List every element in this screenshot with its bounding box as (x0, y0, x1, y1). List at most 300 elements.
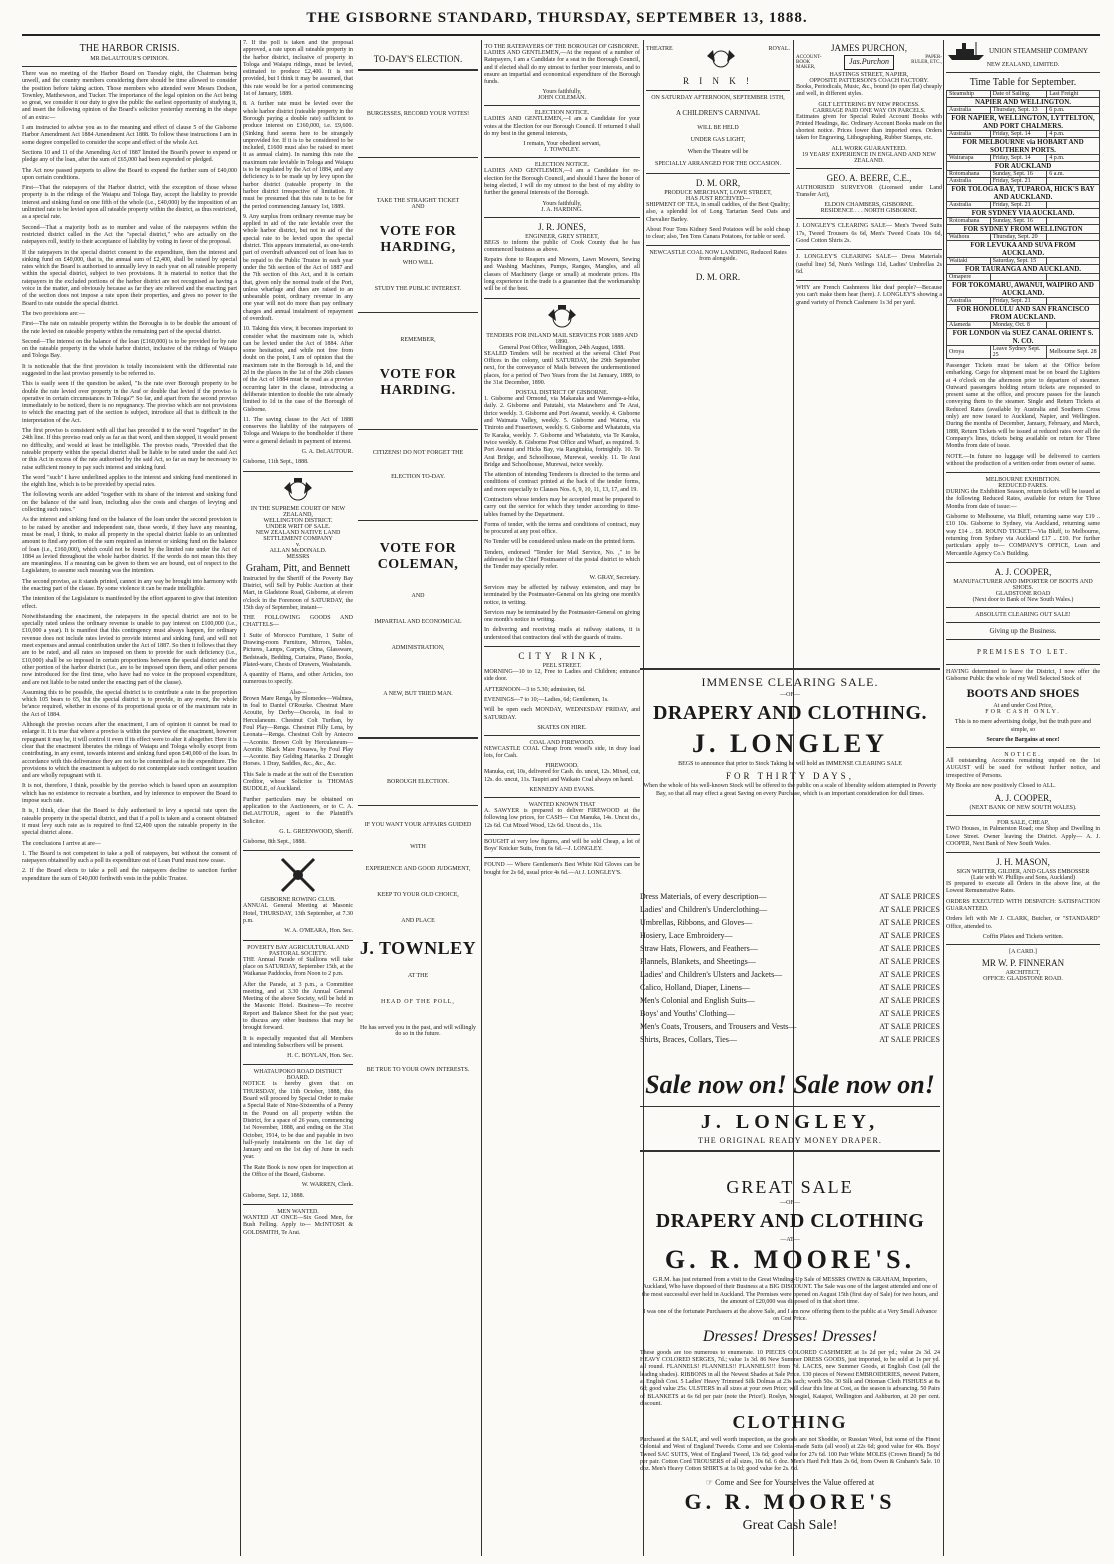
paragraph: Passenger Tickets must be taken at the Office before embarking. Cargo for shipment must be on board the Lighters at 4 o'clock on the afternoon prior to departure of steamer. Outward passengers holding return tickets are requested to present same at the office, and procure passes for the launch conveying them to the steamer. Single and Return Tickets at Reduced Rates (available by Australia and Southern Cross only) are now issued to Auckland, Napier, and Wellington. During the months of December, January, February, and March, 1888, Return Tickets will be issued at reduced rates over all the Company's lines, tickets being available on return for Three Months from date of issue. (946, 363, 1100, 450)
paragraph: IS prepared to execute all Orders in the above line, at the Lowest Remunerative Rates. (946, 881, 1100, 895)
moore-name: G. R. MOORE'S (684, 1488, 896, 1514)
court-district: WELLINGTON DISTRICT. (263, 517, 333, 524)
dresses-heading: Dresses! Dresses! Dresses! (702, 1327, 878, 1345)
signature: G. L. GREENWOOD, Sheriff. (279, 828, 353, 835)
sale-item: Hosiery, Lace Embroidery— (640, 931, 733, 940)
table-cell: Alameda (947, 322, 991, 329)
timetable-section-heading: FOR LEVUKA AND SUVA FROM AUCKLAND. (947, 241, 1100, 258)
giving-up: Giving up the Business. (989, 626, 1057, 635)
sale-price: AT SALE PRICES (879, 970, 940, 979)
finneran-name: MR W. P. FINNERAN (981, 957, 1065, 968)
signature: G. A. DeLAUTOUR. (301, 449, 353, 456)
article-title: THE HARBOR CRISIS. (79, 43, 180, 54)
timetable-section-heading: FOR TOLOGA BAY, TUPAROA, HICK'S BAY AND AUCKLAND. (947, 185, 1100, 202)
table-row (947, 218, 1100, 225)
paragraph: This is no mere advertising dodge, but the truth pure and simple, so (954, 719, 1092, 733)
notice-title: ELECTION NOTICE. (534, 110, 590, 117)
paragraph: NOTE.—In future no luggage will be delivered to carriers without the production of a written order from owner of same. (946, 453, 1100, 467)
purchon-experience: 19 YEARS' EXPERIENCE IN ENGLAND AND NEW ZEALAND. (802, 151, 936, 164)
cooper-name: A. J. COOPER, (994, 566, 1052, 577)
finneran-office: OFFICE: GLADSTONE ROAD. (983, 975, 1063, 982)
paragraph: THE FOLLOWING GOODS AND CHATTELS— (243, 615, 353, 629)
paragraph: BEGS to announce that prior to Stock Taking he will hold an IMMENSE CLEARING SALE (678, 761, 902, 767)
rink-title: CITY RINK, (518, 651, 606, 662)
paragraph: It is, I think, clear that the Board is duly authorised to levy a special rate upon the rateable property in the special district, and that if a poll is taken and a consent obtained it must levy such rate as is required to find £2,400 upon the rateable property in the special district alone. (22, 808, 237, 837)
of-separator: —OF— (780, 1200, 800, 1206)
masthead: THE GISBORNE STANDARD, THURSDAY, SEPTEMBER 13, 1888. (306, 10, 808, 26)
paragraph: LADIES AND GENTLEMEN,—At the request of a number of Ratepayers, I am a Candidate for a seat in the Borough Council, and if elected shall do my utmost to further your interests, and to ensure an impartial and economical expenditure of the Borough funds. (484, 50, 640, 86)
sale-item: Ladies' and Children's Ulsters and Jackets— (640, 970, 783, 979)
for-sale: FOR SALE, CHEAP, (997, 820, 1049, 827)
column-divider (481, 40, 482, 1556)
theatre-line: WILL BE HELD (697, 125, 739, 131)
table-cell: Rotomahana (947, 218, 991, 225)
finneran-sub: ARCHITECT, (1005, 969, 1041, 976)
sale-price: AT SALE PRICES (879, 983, 940, 992)
cooper-cash: FOR CASH ONLY. (985, 709, 1061, 716)
paragraph: When the whole of his well-known Stock will be offered to the public on a scale of liberality seldom attempted in Poverty Bay, so that all may effect a great Saving on every Purchase, which is an important consideration for dull times. (643, 783, 937, 797)
table-header: Last Freight (1047, 91, 1100, 98)
purchon-name: JAMES PURCHON, (830, 43, 908, 53)
table-cell: Thursday, Sept. 20 (990, 234, 1047, 241)
thirty-days: FOR THIRTY DAYS, (726, 771, 854, 782)
signature: KENNEDY AND EVANS. (529, 787, 595, 793)
closing: Yours faithfully, (542, 200, 582, 207)
paragraph: Assuming this to be possible, the special district is to contribute a rate in the proportion which 105 bears to 65, but the special district is to provide, in any event, the whole be'ance required, whether in excess of its proportional quota or of the maximum rate in the Act of 1884. (22, 689, 237, 718)
steamship-subtitle: NEW ZEALAND, LIMITED. (986, 62, 1060, 68)
royal-crest-icon (542, 303, 582, 331)
table-cell: Oroya (947, 346, 991, 359)
paragraph: Further particulars may be obtained on application to the Auctioneers, or to C. A. DeLAUTOUR, agent to the Plaintiff's Solicitor. (243, 796, 353, 825)
moore-sale-ad (640, 1174, 940, 1556)
cooper-next: (Next door to Bank of New South Wales.) (972, 596, 1074, 603)
table-cell: Saturday, Sept. 15 (990, 258, 1047, 265)
paragraph: HAVING determined to leave the District, I now offer the Gisborne Public the whole of my Well Selected Stock of (946, 668, 1100, 683)
crossed-oars-icon (276, 855, 320, 895)
election-line: AND (411, 204, 425, 210)
table-cell: Friday, Sept. 21 (990, 202, 1047, 209)
purchon-right: PAPER-RULER, ETC., (911, 55, 942, 65)
signature: W. A. O'MEARA, Hon. Sec. (284, 928, 353, 935)
firewood-label: FIREWOOD. (545, 763, 579, 770)
table-cell: 4 p.m. (1047, 131, 1100, 138)
mail-office: General Post Office, Wellington, 24th August, 1888. (499, 344, 625, 351)
purchon-logo: Jas.Purchon (844, 55, 894, 70)
column-purchon (796, 40, 942, 665)
paragraph: 8. A further rate must be levied over the whole harbor district (rateable property in the Borough paying a double rate) sufficient to produce interest on £160,000, i.e. £9,600. (Sinking fund seems here to be strangely unprovided for. If it is to be considered to be included, £1600 must also be raised to meet it as annual claim). In naming this rate the maximum rate leviable in Tologa and Waiapu is to be regulated by the Act of 1884, and any deficiency is to be made up by levy upon the harbor district (rateable property in the harbor district irrespective of limitation. It must be presumed that this rate is to be for the period commencing January 1st, 1889. (243, 101, 353, 210)
paragraph: Purchased at the SALE, and well worth inspection, as the goods are not Shoddie, or Russian Wool, but some of the Finest Colonial and West of England Tweeds. Come and see Colonial-made Suits (all wool) at 22s 6d; good value for 40s. Boys' Tweed SAC SUITS, West of England Tweed, 13s 6d; good value for 27s 6d. 100 Pair White MOLES (Crown Brand) 5s 8d per pair. Cotton Cord TROUSERS of all sizes, 10s 6d. 6 doz. Men's Hard Felt Hats 2s 6d, from Owen & Graham's Sale. 10 doz. Men's Heavy Cotton SHIRTS at 1s 0d; good value for 2s. 6d. (640, 1437, 940, 1473)
purchon-opp: OPPOSITE PATTERSON'S COACH FACTORY. (809, 78, 929, 84)
vote-coleman: VOTE FOR COLEMAN, (377, 541, 459, 572)
table-cell (1047, 274, 1100, 281)
table-header: Date of Sailing. (990, 91, 1047, 98)
purchon-carriage: CARRIAGE PAID ONE WAY ON PARCELS. (812, 107, 926, 114)
sale-item: Calico, Holland, Diaper, Linens— (640, 983, 750, 992)
paragraph: FOUND — Where Gentlemen's Best White Kid Gloves can be bought for 2s 6d, usual price 4s 6d.—At J. LONGLEY'S. (484, 862, 640, 876)
table-cell: Sunday, Sept. 16 (990, 218, 1047, 225)
pointing-hand-icon: ☞ (705, 1477, 714, 1487)
election-line: A NEW, BUT TRIED MAN. (383, 691, 453, 697)
election-column (358, 40, 478, 1556)
table-row (947, 202, 1100, 209)
paragraph: LADIES AND GENTLEMEN,—I am a Candidate for your votes at the Election for our Borough Council. If returned I shall do my best in the general interests, (484, 116, 640, 138)
paragraph: Contractors whose tenders may be accepted must be prepared to carry out the service for which they tender according to time-tables framed by the Department. (484, 496, 640, 518)
election-line: EXPERIENCE AND GOOD JUDGMENT, (365, 866, 471, 872)
paragraph: The Act now passed purports to allow the Board to expend the further sum of £40,000 upon certain conditions. (22, 167, 237, 181)
theatre-line: UNDER GAS LIGHT, (690, 137, 746, 143)
table-cell: Australia (947, 202, 991, 209)
paragraph: I am instructed to advise you as to the meaning and effect of clause 5 of the Gisborne Harbor Amendment Act 1884 Amendment Act 1888. To follow these instructions I am in some degree compelled to consider the scope and effect of the whole Act. (22, 125, 237, 146)
card-label: [A CARD.] (1009, 948, 1037, 955)
paragraph: It is not, therefore, I think, possible by the proviso which is based upon an assumption which has no existence to recreate a burthen, and by inference to empower the Board to impose such rate. (22, 783, 237, 805)
table-cell (1047, 298, 1100, 305)
longley-name: J. LONGLEY (691, 729, 889, 758)
sale-item: Men's Colonial and English Suits— (640, 996, 755, 1005)
table-row (947, 107, 1100, 114)
table-cell: Friday, Sept. 21 (990, 178, 1047, 185)
election-line: IMPARTIAL AND ECONOMICAL (374, 619, 462, 625)
paragraph: This is easily seen if the question be asked, "Is the rate over Borough property to be double the rate levied over property in the Araf or double that levied if the proviso is operative in certain circumstances in Tologa?" So far, and apart from the second proviso immediately to be noticed, there is no repugnancy. The proviso which are not provisions to which the enacting part of the section is subject, introduce all that is difficult in the interpretation of the Act. (22, 381, 237, 424)
sale-price: AT SALE PRICES (879, 957, 940, 966)
paragraph: Services may be terminated by the Postmaster-General on giving one month's notice in writing. (484, 609, 640, 624)
column-divider (240, 40, 241, 1556)
closing: I remain, Your obedient servant, (523, 141, 601, 148)
notice-heading: NOTICE. (1004, 752, 1042, 759)
longley-sale-ad (640, 668, 940, 888)
sale-item: Flannels, Blankets, and Sheetings— (640, 957, 756, 966)
timetable-section-heading: FOR TAURANGA AND AUCKLAND. (947, 265, 1100, 274)
table-cell (1047, 322, 1100, 329)
election-line: BE TRUE TO YOUR OWN INTERESTS. (366, 1067, 470, 1073)
election-line: IF YOU WANT YOUR AFFAIRS GUIDED (364, 822, 472, 828)
at-separator: —AT— (780, 1237, 800, 1243)
paragraph: SEALED Tenders will be received at the several Chief Post Offices in the colony, until SATURDAY, the 29th September next, for the conveyance of Mails between the undermentioned places, for a period of Two Years from the 1st January, 1889, to the 31st December, 1890. (484, 350, 640, 386)
sale-price: AT SALE PRICES (879, 996, 940, 1005)
paragraph: ORDERS EXECUTED WITH DESPATCH: SATISFACTION GUARANTEED. (946, 898, 1100, 912)
coal-title: COAL AND FIREWOOD. (529, 739, 595, 746)
table-cell: Thursday, Sept. 13 (990, 107, 1047, 114)
rink-street: PEEL STREET. (542, 663, 582, 670)
column-steamship (946, 40, 1100, 1556)
election-line: AND PLACE (401, 918, 435, 924)
closing: Yours faithfully, (542, 89, 582, 96)
beere-office: ELDON CHAMBERS, GISBORNE. (824, 202, 914, 209)
paragraph: TWO Houses, in Palmerston Road; one Shop and Dwelling in Lowe Street. Owner leaving the District. Apply— A. J. COOPER, Next Bank of New South Wales. (946, 826, 1100, 847)
table-cell: Friday, Sept. 14 (990, 155, 1047, 162)
table-cell (1047, 178, 1100, 185)
paragraph: Services may be affected by railway extension, and may be terminated by the Postmaster-General on his giving one month's notice, in writing. (484, 584, 640, 606)
signature: W. GRAY, Secretary. (589, 574, 640, 581)
drapery-clothing: DRAPERY AND CLOTHING (655, 1210, 925, 1232)
dateline: Gisborne, 8th Sept., 1888. (243, 839, 306, 846)
notice-title: TO THE RATEPAYERS OF THE BOROUGH OF GISBORNE. (484, 44, 640, 50)
steamship-title: UNION STEAMSHIP COMPANY (989, 47, 1089, 55)
election-line: KEEP TO YOUR OLD CHOICE, (377, 892, 459, 898)
paragraph: 1. The Board is not competent to take a poll of ratepayers, but without the consent of ratepayers obtained by such a poll its expenditure out of Loan Fund must now cease. (22, 850, 237, 865)
paragraph: I was one of the fortunate Purchasers at the above Sale, and I am now offering them to the public at a Very Small Advance on Cost Price. (643, 1309, 937, 1323)
longley-name: J. LONGLEY, (700, 1111, 880, 1133)
table-row (947, 171, 1100, 178)
paragraph: AUTHORISED SURVEYOR (Licensed under Land Transfer Act), (796, 184, 942, 199)
election-line: AT THE (407, 973, 429, 979)
vote-townley: J. TOWNLEY (359, 938, 477, 958)
table-cell: Monday, Oct. 8 (990, 322, 1047, 329)
paragraph: The Rate Book is now open for inspection at the Office of the Board, Gisborne. (243, 1164, 353, 1179)
paragraph: BEGS to inform the public of Cook County that he has commenced business as above. (484, 239, 640, 253)
theatre-line: SPECIALLY ARRANGED FOR THE OCCASION. (655, 161, 781, 167)
court-defendant: ALLAN McDONALD. (269, 547, 327, 554)
signature: JOHN COLEMAN. (538, 95, 586, 102)
paragraph: Although the proviso occurs after the enactment, I am of opinion it cannot be read to enlarge it. It is true that where a proviso is within the purview of the enactment, however repugnant it may be, it will control it even if its effect were to alter it altogether. Here it is clear that the enactment liberates the ridings of Waiapu and Tologa wholly except from contributing, in any event, towards interest and sinking fund upon £40,000 of the loan. In accordance with this deliverance they are not to be committed as to the expenditure. The provisions to which the enactment is subject do not contemplate such contingent taxation and are wholly repugnant with it. (22, 722, 237, 780)
paragraph: 7. If the poll is taken and the proposal approved, a rate upon all rateable property in the harbor district, inclusive of property in Tologa and Waiapu ridings, must be levied, estimated to produce £2,400. It is not provided, but I think it may be assumed, that this rate would be for a period commencing 1st of January, 1889. (243, 40, 353, 98)
orr-received: HAS JUST RECEIVED— (685, 196, 751, 202)
paragraph: All outstanding Accounts remaining unpaid on the 1st AUGUST will be sued for without further notice, and irrespective of Persons. (946, 758, 1100, 779)
come-and-see-text: Come and See for Yourselves the Value offered at (715, 1477, 875, 1487)
cooper-next: (NEXT BANK OF NEW SOUTH WALES). (969, 805, 1077, 812)
messrs: MESSRS (286, 553, 310, 560)
absolute-sale: ABSOLUTE CLEARING OUT SALE! (975, 611, 1071, 618)
signature: J. A. HARDING. (541, 206, 583, 213)
paragraph: NEWCASTLE COAL Cheap from vessel's side, in dray load lots, for Cash. (484, 745, 640, 760)
purchon-address: HASTINGS STREET, NAPIER, (829, 72, 909, 78)
mason-sub: SIGN WRITER, GILDER, AND GLASS EMBOSSER (956, 869, 1090, 876)
sale-items-list (640, 888, 940, 1064)
paragraph: The word "such" I have underlined applies to the interest and sinking fund mentioned in the eighth line, which is to be provided by special rates. (22, 474, 237, 489)
paragraph: BOUGHT at very low figures, and will be sold Cheap, a lot of Boys' Knicker Suits, from 6s 6d.—J. LONGLEY. (484, 838, 640, 853)
paragraph: My Books are now positively Closed to ALL. (946, 782, 1056, 789)
paragraph: EVENINGS—7 to 10;—Ladies, 6d; Gentlemen, 1s. (484, 696, 609, 703)
mail-title: TENDERS FOR INLAND MAIL SERVICES FOR 1889 AND 1890. (486, 332, 638, 345)
timetable (946, 90, 1100, 359)
election-line: CITIZENS! DO NOT FORGET THE (372, 450, 464, 456)
table-row (947, 131, 1100, 138)
sale-now-on-script: Sale now on! Sale now on! (645, 1070, 935, 1099)
theatre-left: THEATRE (646, 46, 673, 52)
table-row (947, 178, 1100, 185)
sale-item: Shirts, Braces, Collars, Ties— (640, 1035, 737, 1044)
table-row (947, 274, 1100, 281)
paragraph: The following words are added "together with its share of the interest and sinking fund on the balance of the said loan, including also the costs and charges of levying and collecting such rates." (22, 492, 237, 514)
sale-price: AT SALE PRICES (879, 905, 940, 914)
cooper-name: A. J. COOPER, (994, 793, 1052, 804)
election-line: ADMINISTRATION, (391, 645, 445, 651)
jones-sub: ENGINEER, GREY STREET, (525, 233, 599, 240)
table-cell: Waihora (947, 234, 991, 241)
paragraph: These goods are too numerous to enumerate. 10 PIECES COLORED CASHMERE at 1s 2d per yd.; value 2s 3d. 24 HEAVY COLORED SERGES, 7d.; value 1s 3d. 86 New Summer DRESS GOODS, just imported, to be sold at 1s per yd. all round. FLANNELS! FLANNELS!! FLANNELS!!! from 7d. LACES, new Summer Goods, at English Cost (all the leading shades). RIBBONS in all the Newest Shades at Sale Price. 130 pieces of Newest EMBROIDERIES, newest Pattern, at English Cost. 5 Ladies' Heavy Trimmed Silk Dolmas at 23s each; worth 50s. 30 Silk and Ottoman Cloth FISHUES at 8s 6d; good value 25s. ULSTERS in all sizes at your own Price; will clear this line at Cost, as the season is advancing. 50 Pairs of BLANKETS at 6s 6d per pair (note the Price!). Roslyn, Mosgiel, Kaiapoi, Wellington and Ashburton, at 20 per cent. discount. (640, 1349, 940, 1407)
sale-price: AT SALE PRICES (879, 944, 940, 953)
great-cash-sale: Great Cash Sale! (742, 1517, 838, 1533)
paragraph: No Tender will be considered unless made on the printed form. (484, 539, 636, 546)
column-harbor-continued (243, 40, 353, 1556)
paragraph: The two provisions are:— (22, 310, 85, 317)
masthead-rule (22, 34, 1100, 36)
paragraph: It is noticeable that the first provision is totally inconsistent with the differential rate suggested in the last proviso presently to be referred to. (22, 363, 237, 377)
vote-harding: VOTE FOR HARDING, (379, 224, 457, 255)
paragraph: WANTED AT ONCE—Six Good Men, for Bush Felling. Apply to— McINTOSH & GOLDSMITH, Te Arai. (243, 1214, 353, 1236)
mason-coffin: Coffin Plates and Tickets written. (982, 933, 1064, 940)
paragraph: WHY are French Cashmeres like deaf people?—Because you can't make them hear (here). J. LONGLEY'S showing a grand variety of French Cashmere 1s 3d per yard. (796, 285, 942, 306)
paragraph: In delivering and receiving mails at railway stations, it is understood that contractors deal with the guards of trains. (484, 627, 640, 641)
orr-coal: NEWCASTLE COAL NOW LANDING, Reduced Rates from alongside. (649, 250, 787, 263)
election-heading: TO-DAY'S ELECTION. (373, 54, 463, 64)
election-line: WHO WILL (402, 260, 434, 266)
carnival: A CHILDREN'S CARNIVAL (676, 109, 760, 117)
election-line: AND (411, 593, 425, 599)
paragraph: A. SAWYER is prepared to deliver FIREWOOD at the following low prices, for CASH— Cut Manuka, 14s. Uncut do., 12s 6d. Cut Mixed Wood, 12s 6d. Uncut do., 11s. (484, 808, 640, 829)
notice-title: ELECTION NOTICE. (534, 162, 590, 169)
paragraph: Instructed by the Sheriff of the Poverty Bay District, will Sell by Public Auction at their Mart, in Gladstone Road, Gisborne, at eleven o'clock in the Forenoon of SATURDAY, the 15th day of September, instant— (243, 575, 353, 611)
paragraph: First—That the ratepayers of the Harbor district, with the exception of those whose property is in the ridings of the Waiapu and Tologa Bay, accept the liability to provide interest and sinking fund on one fifth of the whole (i.e., £40,000) by the imposition of an unlimited rate to be levied upon all rateable property within the district, as thus restricted, as a special rate. (22, 185, 237, 221)
purchon-gilt: GILT LETTERING BY NEW PROCESS. (818, 101, 920, 108)
moore-name: G. R. MOORE'S. (664, 1245, 916, 1274)
table-row (947, 258, 1100, 265)
paragraph: Brown Mare Renga, by Blomedes—Walmea, in foal to Daniel O'Rourke. Chestnut Mare Acouite, by Derby—Osceola, in foal to Herculaneum. Chestnut Colt Turiban, by Foul Play—Renga. Chestnut Filly Lena, by Leonata—Renga. Chestnut Colt by Antecro—Aconite. Brown Colt by Herculaneum—Aconite. Black Mare Fouawa, by Foul Play—Aconite. Bay Gelding Hatarika. 2 Draught Horses. 1 Dray, Saddles, &c., &c., &c. (243, 695, 353, 768)
timetable-section-heading: NAPIER AND WELLINGTON. (947, 98, 1100, 107)
sale-price: AT SALE PRICES (879, 892, 940, 901)
table-cell: Leave Sydney Sept. 25 (990, 346, 1047, 359)
immense-title: IMMENSE CLEARING SALE. (701, 675, 879, 689)
paragraph: MORNING—10 to 12, Free to Ladies and Children; entrance side door. (484, 669, 640, 683)
paragraph: 2. If the Board elects to take a poll and the ratepayers decline to sanction further expenditure the sum of £40,000 forthwith vests in the public Trustee. (22, 868, 237, 882)
orr-name: D. M. ORR, (695, 178, 741, 188)
table-cell: Omapere (947, 274, 991, 281)
signature: J. TOWNLEY. (544, 147, 580, 154)
sale-item: Dress Materials, of every description— (640, 892, 767, 901)
paragraph: ANNUAL General Meeting at Masonic Hotel, THURSDAY, 13th September, at 7.30 p.m. (243, 903, 353, 925)
paragraph: Sections 10 and 11 of the Amending Act of 1887 limited the Board's power to expend or pledge any of the loan, after the sum of £65,000 had been expended or pledged. (22, 149, 237, 164)
paragraph: 10. Taking this view, it becomes important to consider what the maximum rate is, which can be levied under the Act of 1884. After some hesitation, and while not free from doubt on the point, I am of opinion that the maximum rate in the Borough is 1d, and the 2d in the places in the 1st of the 26th clauses of the Act of 1884 must be read as a proviso occurring later in the clause, introducing a deliberate intention to double the rate already limited to 1d in the case of the Borough of Gisborne. (243, 326, 353, 413)
rowing-title: GISBORNE ROWING CLUB. (260, 897, 336, 904)
royal-crest-icon (701, 46, 741, 70)
paragraph: The first proviso is consistent with all that has preceded it to the word "together" in the 24th line. If this proviso read only as far as that word, and then stopped, it would present no difficulty, and would at least be intelligible. The proviso reads, "Provided that the rateable property within the special district shall be liable to be rated under the said Act or this Act in excess of the rate authorised by the said Act, so far as may be necessary to raise sufficient money to pay such interest and sinking fund. (22, 428, 237, 471)
cooper-cost: At and under Cost Price, (993, 703, 1053, 710)
table-cell: Friday, Sept. 21 (990, 298, 1047, 305)
signature: W. WARREN, Clerk. (301, 1182, 353, 1189)
auctioneer-firm: Graham, Pitt, and Bennett (245, 562, 351, 574)
men-wanted-title: MEN WANTED. (277, 1208, 319, 1215)
court-v: v. (295, 541, 301, 548)
sale-price: AT SALE PRICES (879, 1022, 940, 1031)
paragraph: Gisborne to Melbourne, via Bluff, returning same way £19 .. £10 10s. Gisborne to Sydney, via Auckland, returning same way £14 .. £8. ROUND TICKET:—Via Bluff, to Melbourne, returning from Sydney via Auckland £17 .. £10. For further particulars apply to— COMPANY'S OFFICE, Loan and Mercantile Agency Co.'s Building. (946, 514, 1100, 557)
theatre-line: When the Theatre will be (687, 149, 749, 155)
sale-price: AT SALE PRICES (879, 1035, 940, 1044)
timetable-section-heading: FOR AUCKLAND (947, 162, 1100, 171)
paragraph: 11. The saving clause to the Act of 1888 conserves the liability of the ratepayers of Tologa and Waiapu to the bondholder if there were a general default in payment of interest. (243, 416, 353, 445)
timetable-section-heading: FOR HONOLULU AND SAN FRANCISCO FROM AUCKLAND. (947, 305, 1100, 322)
sale-item: Men's Coats, Trousers, and Trousers and Vests— (640, 1022, 797, 1031)
table-cell: Australia (947, 298, 991, 305)
table-cell (1047, 202, 1100, 209)
election-line: WITH (410, 844, 426, 850)
clothing-heading: CLOTHING (732, 1412, 848, 1433)
table-header: Steamship (947, 91, 991, 98)
column-notices (484, 40, 640, 1556)
table-row (947, 346, 1100, 359)
steamship-icon (946, 40, 986, 62)
paragraph: J. LONGLEY'S CLEARING SALE— Men's Tweed Suits 17s, Tweed Trousers 6s 6d, Men's Tweed Coats 10s 6d, Good Cotton Shirts 2s. (796, 223, 942, 244)
paragraph: G.R.M. has just returned from a visit to the Great Winding-Up Sale of MESSRS OWEN & GRAHAM, Importers, Auckland, Who have disposed of their Business at a BIG DISCOUNT. The Sale was one of the largest attended and one of the most successful ever held in Auckland. The Premises were opened on August 15th (first day of Sale) for two hours, and the amount of £20,000 was disposed of in that short time. (642, 1277, 938, 1305)
article-subtitle: MR DeLAUTOUR'S OPINION. (90, 56, 169, 62)
great-sale-title: GREAT SALE (726, 1177, 854, 1197)
table-cell: Sunday, Sept. 16 (990, 171, 1047, 178)
paragraph: LADIES AND GENTLEMEN,—I am a Candidate for re-election for the Borough Council, and should I have the honor of being elected, I will do my utmost to the best of my ability to further the general interests of the Borough. (484, 168, 640, 197)
timetable-heading: Time Table for September. (969, 77, 1077, 88)
table-cell: Melbourne Sept. 28 (1047, 346, 1100, 359)
column-theatre (646, 40, 790, 665)
secure-bargains: Secure the Bargains at once! (986, 737, 1060, 744)
paragraph: THE Annual Parade of Stallions will take place on SATURDAY, September 15th, at the Waikanae Paddocks, from Noon to 2 p.m. (243, 956, 353, 978)
mail-district: POSTAL DISTRICT OF GISBORNE. (515, 390, 609, 397)
timetable-section-heading: FOR MELBOURNE via HOBART AND SOUTHERN PORTS. (947, 138, 1100, 155)
melbourne-title: MELBOURNE EXHIBITION. (985, 477, 1061, 484)
paragraph: If the ratepayers in the special district consent to the expenditure, then the interest and sinking fund on £40,000, that is, the annual sum of £2,400, shall be raised by special rates which the Board is authorised to annually levy in each year on all rateable property within the special district, subject to two provisions. It is material to notice that the ratepayers in the excluded portions of the harbor district are not recognised as having a voice in the matter, and obviously because as far they are relieved and the enacting part of the section does not impose a rate upon their properties, and gives no power to the Board to rate outside the special district. (22, 249, 237, 307)
paragraph: About Four Tons Kidney Seed Potatoes will be sold cheap to clear; also, Ten Tons Canara Potatoes, for table or seed. (646, 226, 790, 241)
election-line: He has served you in the past, and will willingly do so in the future. (360, 1025, 476, 1037)
sale-item: Ladies' and Children's Underclothing— (640, 905, 768, 914)
table-cell: Australia (947, 107, 991, 114)
paragraph: There was no meeting of the Harbor Board on Tuesday night, the Chairman being unwell, and the country members considering there should be time allowed to consider the position before taking action. Those members who attended were Messrs Dodson, Townley, Matthewson, and Tucker. The importance of the legal opinion on the Act being so great, we consider it our duty to give the public the earliest opportunity of studying it, and insert the following opinion of the Board's solicitor yesterday morning in the shape of an extra:— (22, 71, 237, 121)
sale-price: AT SALE PRICES (879, 918, 940, 927)
dateline: Gisborne, 11th Sept., 1888. (243, 459, 309, 466)
election-line: TAKE THE STRAIGHT TICKET (376, 198, 460, 204)
table-cell: 6 a.m. (1047, 171, 1100, 178)
paragraph: SHIPMENT OF TEA, in small caddies, of the Best Quality; also, a splendid lot of Long Tartarian Seed Oats and Chevalier Barley. (646, 202, 790, 223)
election-line: ELECTION TO-DAY. (391, 474, 445, 480)
paragraph: NOTICE is hereby given that on THURSDAY, the 11th October, 1888, this Board will proceed by Special Order to make a Special Rate of Nine-Sixteenths of a Penny in the Pound on all property within the District, for a space of 26 years, commencing 1st November, 1888, and ending on the 31st October, 1914, to be due and payable in two half-yearly instalments on the 1st day of January and on the 1st day of June in each year. (243, 1081, 353, 1161)
timetable-section-heading: FOR SYDNEY VIA AUCKLAND. (947, 209, 1100, 218)
paragraph: This Sale is made at the suit of the Execution Creditor, whose Solicitor is THOMAS BUDDLE, of Auckland. (243, 771, 353, 793)
sale-item: Boys' and Youths' Clothing— (640, 1009, 735, 1018)
signature: H. C. BOYLAN, Hon. Sec. (287, 1053, 353, 1060)
paragraph: 1 Suite of Morocco Furniture, 1 Suite of Drawing-room Furniture, Mirrors, Tables, Pictures, Lamps, Carpets, China, Glassware, Bedsteads, Bedding, Curtains, Piano, Books, Plated-ware, Chests of Drawers, Washstands. (243, 632, 353, 668)
skates-label: SKATES ON HIRE. (537, 724, 587, 731)
court-writ: UNDER WRIT OF SALE. (265, 523, 331, 530)
paragraph: Second—The interest on the balance of the loan (£160,000) is to be provided for by rate on the rateable property in the whole harbor district, inclusive of the ridings of Waiapu and Tologa Bay. (22, 338, 237, 360)
mason-name: J. H. MASON, (996, 857, 1050, 868)
table-cell: Rotomahana (947, 171, 991, 178)
table-cell: Wairarapa (947, 155, 991, 162)
paragraph: J. LONGLEY'S CLEARING SALE— Dress Materials (useful line) 5d, Nun's Veilings 11d, Ladies' Umbrellas 2s 6d. (796, 254, 942, 275)
election-line: REMEMBER, (400, 337, 436, 343)
table-cell (990, 274, 1047, 281)
drapery-clothing: DRAPERY AND CLOTHING. (652, 702, 928, 724)
table-row (947, 298, 1100, 305)
cooper-road: GLADSTONE ROAD (995, 590, 1051, 597)
court-case: NEW ZEALAND NATIVE LAND SETTLEMENT COMPANY (255, 529, 341, 542)
sale-now-on (640, 1064, 940, 1174)
timetable-section-heading: FOR SYDNEY FROM WELLINGTON (947, 225, 1100, 234)
table-cell: Australia (947, 131, 991, 138)
table-cell: Friday, Sept. 14 (990, 131, 1047, 138)
election-line: HEAD OF THE POLL, (381, 999, 455, 1005)
boots-and-shoes: BOOTS AND SHOES (966, 686, 1080, 701)
paragraph: A quantity of Hams, and other Articles, too numerous to specify. (243, 672, 353, 686)
table-row (947, 322, 1100, 329)
sale-price: AT SALE PRICES (879, 931, 940, 940)
table-cell (1047, 258, 1100, 265)
election-line: STUDY THE PUBLIC INTEREST. (374, 286, 462, 292)
paragraph: The intention of the Legislature is manifested by the effort apparent to give that intention effect. (22, 596, 237, 610)
paragraph: The conclusions I arrive at are— (22, 840, 101, 847)
cooper-sub: MANUFACTURER AND IMPORTER OF BOOTS AND SHOES. (953, 578, 1093, 591)
theatre-line: ON SATURDAY AFTERNOON, SEPTEMBER 15TH, (651, 95, 785, 101)
melbourne-sub: REDUCED FARES. (998, 483, 1048, 490)
paragraph: Notwithstanding the enactment, the ratepayers in the special district are not to be specially rated unless the ordinary revenue is unable to pay interest on £100,000 (i.e., £10,000 a year). It is manifest that this contingency must always happen, for ordinary revenue does not include rates levied to provide interest and sinking fund, and will not meet expenses and annual contribution under the Act of 1887. So then it follows that they are to be rated, and all rates so imposed on them to provide for such deficiency (i.e., £10,000) shall be so imposed in certain proportions between the special district and the other portion of the harbor district (i.e., are to be imposed upon them, and other persons now introduced for the first time, who have had no voice in the proposed expenditure, and are not liable to be rated under the enacting part of the clause). (22, 613, 237, 686)
paragraph: Manuka, cut, 10s, delivered for Cash. do. uncut, 12s. Mixed, cut, 12s. do. uncut, 11s. Taupiri and Waikato Coal always on hand. (484, 769, 640, 783)
vote-harding: VOTE FOR HARDING. (379, 367, 457, 398)
table-cell: 4 p.m. (1047, 155, 1100, 162)
sale-price: AT SALE PRICES (879, 1009, 940, 1018)
